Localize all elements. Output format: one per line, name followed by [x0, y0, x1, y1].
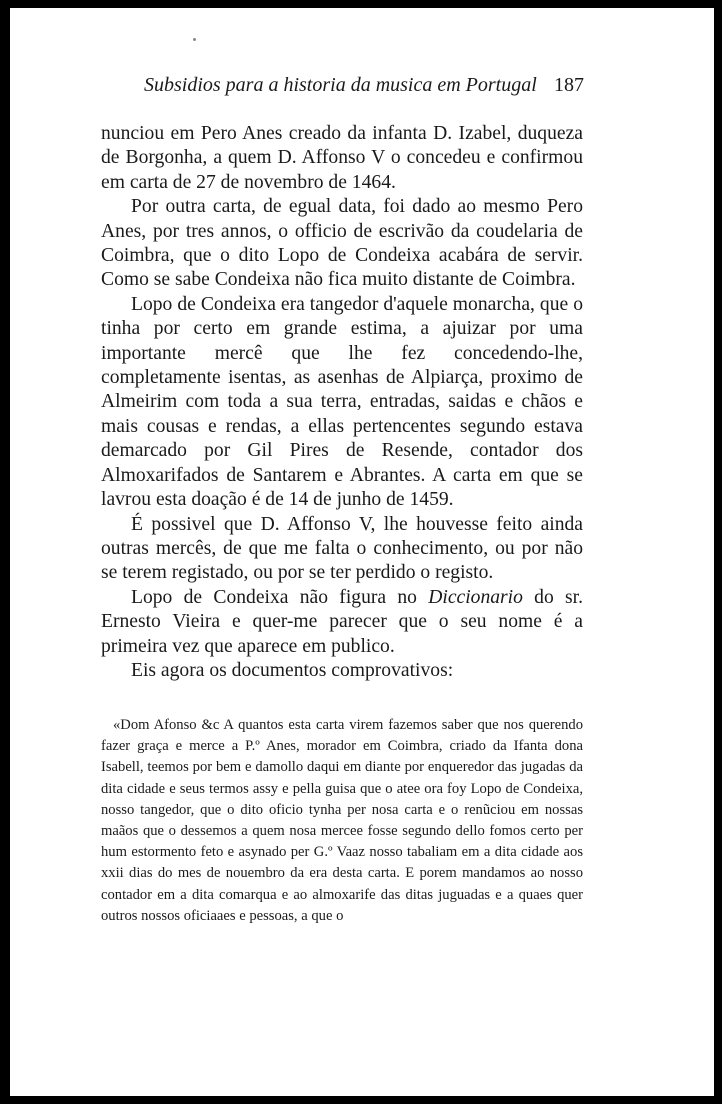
text-run: nunciou em Pero Anes creado da infanta D. Izabel, duqueza de Borgonha, a quem D. Affonso V o concedeu e confirmou em carta de 27 de novembro de 1464. [101, 123, 583, 193]
paragraph [101, 293, 583, 513]
print-speck [193, 38, 196, 41]
text-run: Eis agora os documentos comprovativos: [131, 659, 454, 681]
text-run: do sr. Ernesto Vieira e quer-me parecer que o seu nome é a primeira vez que aparece em publico. [101, 586, 583, 657]
paragraph [101, 513, 583, 586]
running-header [144, 74, 584, 104]
paragraph [101, 195, 583, 293]
paragraph [101, 122, 583, 195]
paragraph [101, 586, 583, 659]
text-run: Lopo de Condeixa não figura no [131, 586, 429, 608]
book-page [10, 8, 714, 1096]
text-run: Lopo de Condeixa era tangedor d'aquele monarcha, que o tinha por certo em grande estima, a ajuizar por uma importante mercê que lhe fez concedendo-lhe, completamente isentas, as asenhas de Alpiarça, proximo de Almeirim com toda a sua terra, entradas, saidas e chãos e mais cousas e rendas, a ellas pertencentes segundo estava demarcado por Gil Pires de Resende, contador dos Almoxarifados de Santarem e Abrantes. A carta em que se lavrou esta doação é de 14 de junho de 1459. [101, 293, 583, 511]
main-text [101, 122, 583, 683]
text-run: Por outra carta, de egual data, foi dado ao mesmo Pero Anes, por tres annos, o officio de escrivão da coudelaria de Coimbra, que o dito Lopo de Condeixa acabára de servir. Como se sabe Condeixa não fica muito distante de Coimbra. [101, 196, 583, 291]
paragraph [101, 659, 583, 683]
quote-paragraph: «Dom Afonso &c A quantos esta carta virem fazemos saber que nos querendo fazer graça e merce a P.º Anes, morador em Coimbra, criado da Ifanta dona Isabell, teemos por bem e damollo daqui em diante por enqueredor das jugadas da dita cidade e seus termos assy e pella guisa que o atee ora foy Lopo de Condeixa, nosso tangedor, que o dito oficio tynha per nosa carta e o renũciou em nossas maãos que o dessemos a quem nosa mercee fosse segundo dello fomos certo per hum estormento feto e asynado per G.º Vaaz nosso tabaliam em a dita cidade aos xxii dias do mes de nouembro da era desta carta. E porem mandamos ao nosso contador em a dita comarqua e ao almoxarife das ditas juguadas e a quaes quer outros nossos oficiaaes e pessoas, a que o [101, 717, 583, 924]
text-run: É possivel que D. Affonso V, lhe houvesse feito ainda outras mercês, de que me falta o conhecimento, ou por não se terem registado, ou por se ter perdido o registo. [101, 513, 583, 584]
running-title: Subsidios para a historia da musica em Portugal [144, 74, 537, 96]
document-quote [101, 715, 583, 927]
italic-title: Diccionario [428, 586, 523, 608]
page-number: 187 [554, 74, 584, 96]
